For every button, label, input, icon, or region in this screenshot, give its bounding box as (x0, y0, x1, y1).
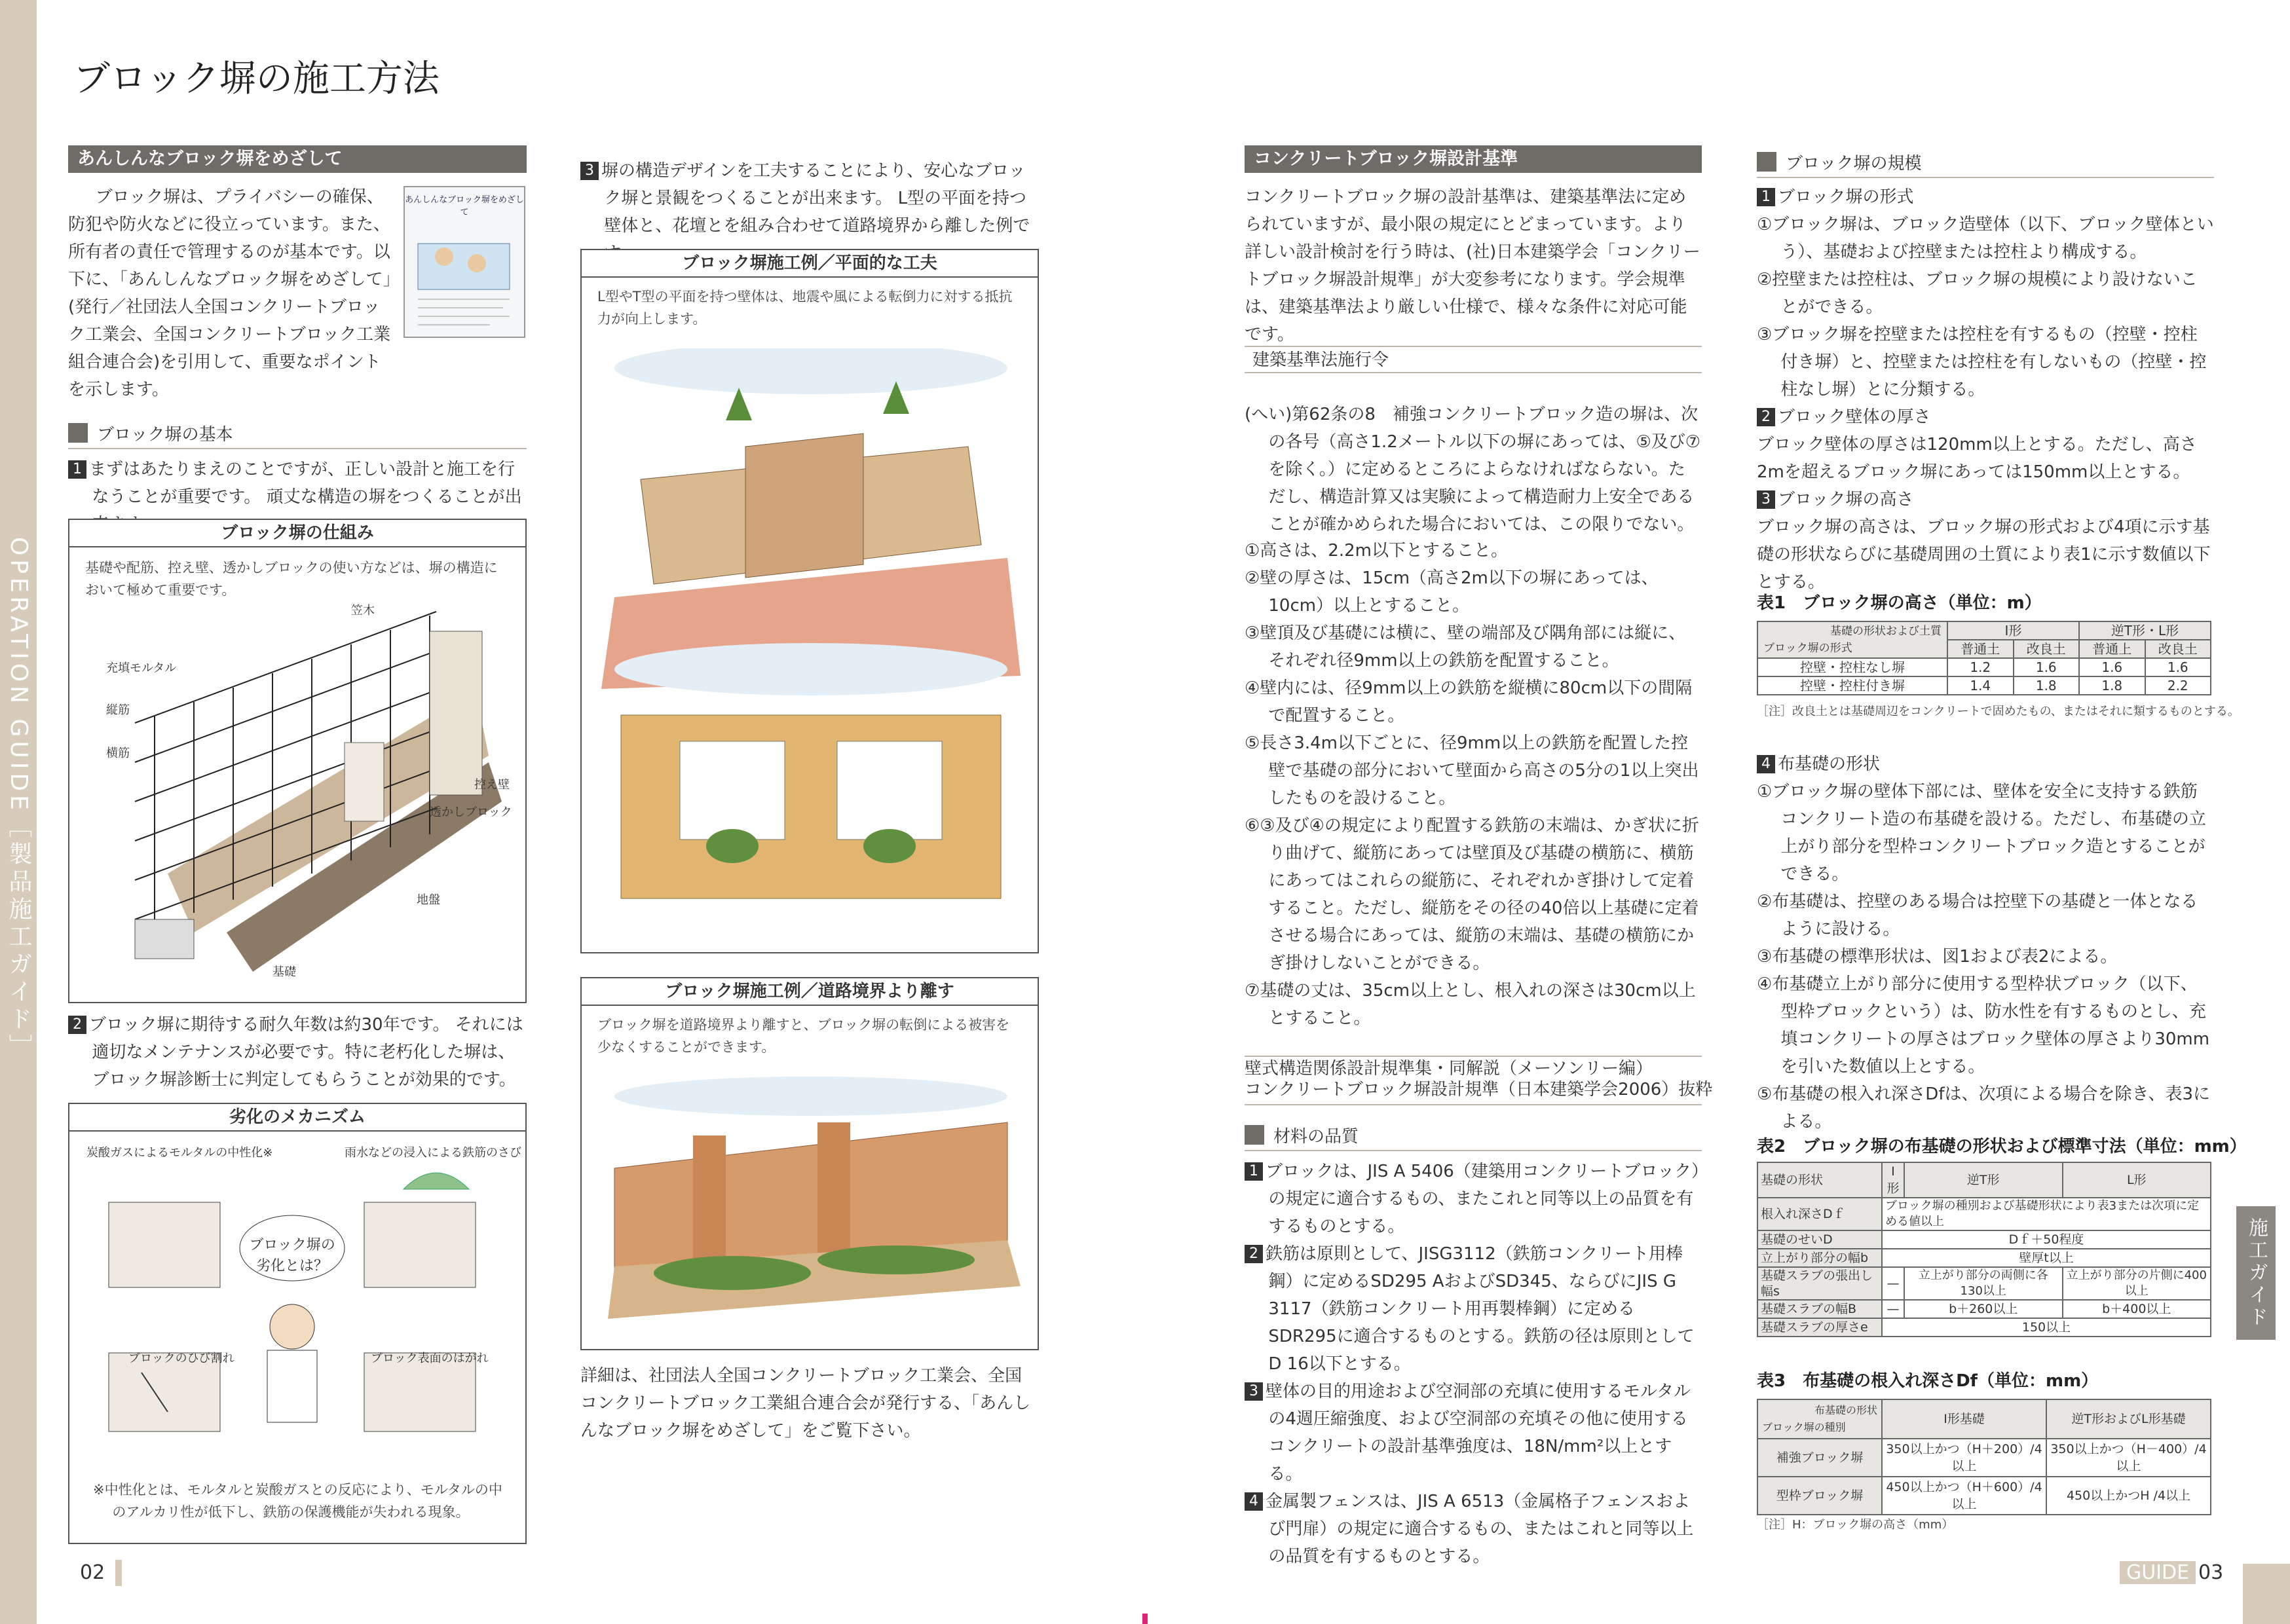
table2-row-label: 基礎スラブの幅B (1757, 1300, 1882, 1318)
label-kiso: 基礎 (272, 965, 296, 979)
example-plan-box (580, 249, 1039, 953)
table2-header: I形 (1882, 1162, 1904, 1198)
table1-subheader: 改良土 (2145, 640, 2211, 658)
material-item: 1 ブロックは、JIS A 5406（建築用コンクリートブロック）の規定に適合するもの、またこれと同等以上の品質を有するものとする。 (1245, 1158, 1702, 1240)
form-heading: 1 ブロック塀の形式 (1757, 183, 2214, 211)
law-item: ④壁内には、径9mm以上の鉄筋を縦横に80cm以下の間隔で配置すること。 (1245, 678, 1693, 726)
col2-item-3: 3 塀の構造デザインを工夫することにより、安心なブロック塀と景観をつくることが出来ます。 L型の平面を持つ壁体と、花壇とを組み合わせて道路境界から離した例で (580, 157, 1039, 267)
law-list (1245, 537, 1702, 1032)
fig-structure-box (68, 519, 527, 1003)
table3-corner: 布基礎の形状 ブロック塀の種別 (1757, 1399, 1882, 1439)
col3-intro: コンクリートブロック塀の設計基準は、建築基準法に定められていますが、最小限の規定にとどまっています。より詳しい設計検討を行う時は、(社)日本建築学会「コンクリートブロック塀設計規準」が大変参考になります。学会規準は、建築基準法より厳しい仕様で、様々な条件に対応可能です。 (1245, 187, 1700, 344)
table2-header: L形 (2063, 1162, 2211, 1198)
materials-list (1245, 1158, 1702, 1570)
form-item: ③ブロック塀を控壁または控柱を有するもの（控壁・控柱付き塀）と、控壁または控柱を有しないもの（控壁・控柱なし塀）とに分類する。 (1757, 325, 2207, 399)
table3-note: ［注］H：ブロック塀の高さ（mm） (1757, 1518, 1954, 1532)
material-item: 2 鉄筋は原則として、JISG3112（鉄筋コンクリート用棒鋼）に定めるSD295 AおよびSD345、ならびにJIS G 3117（鉄筋コンクリート用再製棒鋼）に定めるSDR295に適合するものとする。鉄筋の径は原則としてD 16以下とする。 (1245, 1240, 1702, 1378)
label-rust: 雨水などの浸入による鉄筋のさび (345, 1146, 521, 1160)
table2-row-label: 基礎のせいD (1757, 1230, 1882, 1249)
label-kasagi: 笠木 (351, 604, 375, 618)
table2-row-label: 基礎スラブの厚さe (1757, 1318, 1882, 1337)
table2-cell: — (1882, 1300, 1904, 1318)
law-item: ①高さは、2.2m以下とすること。 (1245, 541, 1508, 561)
sub-basics: ブロック塀の基本 (68, 422, 527, 449)
side-label: OPERATION GUIDE［製品施工ガイド］ (5, 537, 32, 1061)
table2 (1757, 1162, 2211, 1337)
table-row (1757, 1267, 2211, 1300)
table-row (1757, 676, 2211, 695)
sub-scale: ブロック塀の規模 (1757, 151, 2214, 178)
table1-note: ［注］改良土とは基礎周辺をコンクリートで固めたもの、またはそれに類するものとする。 (1757, 705, 2240, 718)
section-design-standard: コンクリートブロック塀設計基準 (1245, 145, 1702, 173)
table2-cell: ブロック塀の種別および基礎形状により表3または次項に定める値以上 (1882, 1198, 2211, 1230)
form-item: ①ブロック塀は、ブロック造壁体（以下、ブロック壁体という）、基礎および控壁または控柱より構成する。 (1757, 215, 2214, 262)
table3 (1757, 1399, 2211, 1515)
table1-cell: 1.8 (2014, 676, 2080, 695)
ref-line-1: 壁式構造関係設計規準集・同解説（メーソンリー編） (1245, 1059, 1653, 1079)
found-item: ④布基礎立上がり部分に使用する型枠状ブロック（以下、型枠ブロックという）は、防水性を有するものとし、充填コンクリートの厚さはブロック壁体の厚さより30mmを引いた数値以上とする。 (1757, 974, 2210, 1077)
table-row (1757, 1249, 2211, 1267)
table3-row-label: 型枠ブロック塀 (1757, 1477, 1882, 1515)
table2-title: 表2 ブロック塀の布基礎の形状および標準寸法（単位：mm） (1757, 1137, 2247, 1156)
table1-cell: 2.2 (2145, 676, 2211, 695)
deterioration-illustration (96, 1163, 502, 1438)
material-item: 4 金属製フェンスは、JIS A 6513（金属格子フェンスおよび門扉）の規定に適合するもの、またはこれと同等以上の品質を有するものとする。 (1245, 1488, 1702, 1570)
table2-cell: b＋260以上 (1904, 1300, 2063, 1318)
table1-cell: 1.2 (1947, 658, 2014, 676)
height-text: ブロック塀の高さは、ブロック塀の形式および4項に示す基礎の形状ならびに基礎周囲の土質により表1に示す数値以下とする。 (1757, 517, 2211, 592)
booklet-cover-image (404, 186, 525, 338)
example-setback-illustration (601, 1077, 1021, 1332)
table2-cell: 壁厚t以上 (1882, 1249, 2211, 1267)
table3-cell: 450以上かつH /4以上 (2046, 1477, 2211, 1515)
fig-deterioration-box (68, 1103, 527, 1544)
table1 (1757, 621, 2211, 695)
table2-header: 基礎の形状 (1757, 1162, 1882, 1198)
ref-rule-bottom (1245, 1104, 1702, 1105)
law-item: ③壁頂及び基礎には横に、壁の端部及び隅角部には縦に、それぞれ径9mm以上の鉄筋を配置すること。 (1245, 623, 1686, 671)
label-sukashi: 透かしブロック (430, 805, 512, 819)
table-row (1757, 1300, 2211, 1318)
table2-row-label: 立上がり部分の幅b (1757, 1249, 1882, 1267)
law-item: ②壁の厚さは、15cm（高さ2m以下の塀にあっては、10cm）以上とすること。 (1245, 568, 1659, 616)
height-heading: 3 ブロック塀の高さ (1757, 486, 2214, 513)
label-peeling: ブロック表面のはがれ (371, 1352, 489, 1365)
ref-citation (1245, 1058, 1713, 1100)
basics-item-1: 1 まずはあたりまえのことですが、正しい設計と施工を行なうことが重要です。 頑丈な構造の塀をつくることが出 (68, 456, 527, 538)
example-plan-caption: L型やT型の平面を持つ壁体は、地震や風による転倒力に対する抵抗力が向上します。 (597, 289, 1013, 327)
table1-subheader: 普通土 (1947, 640, 2014, 658)
law-item: ⑤長さ3.4m以下ごとに、径9mm以上の鉄筋を配置した控壁で基礎の部分において壁面から高さの5分の1以上突出したものを設けること。 (1245, 733, 1699, 808)
form-item: ②控壁または控柱は、ブロック塀の規模により設けないことができる。 (1757, 270, 2198, 317)
table3-header: I形基礎 (1882, 1399, 2046, 1439)
table1-cell: 1.8 (2079, 676, 2145, 695)
law-lead: (へい)第62条の8 補強コンクリートブロック造の塀は、次の各号（高さ1.2メートル以下の塀にあっては、⑤及び⑦を除く。）に定めるところによらなければならない。ただし、構造計算又は実験によって構造耐力上安全であることが確かめられた場合においては、この限りでない。 (1245, 405, 1701, 534)
label-carbonation: 炭酸ガスによるモルタルの中性化※ (86, 1146, 273, 1160)
found-heading: 4 布基礎の形状 (1757, 750, 2214, 778)
table1-subheader: 改良土 (2014, 640, 2080, 658)
col2-details: 詳細は、社団法人全国コンクリートブロック工業会、全国コンクリートブロック工業組合連合会が発行する、「あんしんなブロック塀をめざして」をご覧下さい。 (580, 1366, 1031, 1441)
example-setback-title: ブロック塀施工例／道路境界より離す (582, 978, 1038, 1006)
side-tab: 施工ガイド (2236, 1206, 2276, 1340)
label-mortar: 充填モルタル (106, 661, 177, 675)
wall-structure-illustration (96, 592, 515, 978)
table-row (1757, 1230, 2211, 1249)
material-item: 3 壁体の目的用途および空洞部の充填に使用するモルタルの4週圧縮強度、および空洞部の充填その他に使用するコンクリートの設計基準強度は、18N/mm²以上とする。 (1245, 1378, 1702, 1488)
table2-cell: — (1882, 1267, 1904, 1300)
table3-cell: 450以上かつ（H＋600）/4以上 (1882, 1477, 2046, 1515)
table3-header: 逆T形およびL形基礎 (2046, 1399, 2211, 1439)
table2-cell: 150以上 (1882, 1318, 2211, 1337)
col1-intro: ブロック塀は、プライバシーの確保、防犯や防火などに役立っています。また、所有者の責任で管理するのが基本です。以下に、「あんしんなブロック塀をめざして」(発行／社団法人全国コンクリートブロック工業会、全国コンクリートブロック工業組合連合会)を引用して、重要なポイントを示します。 (68, 187, 392, 399)
example-plan-title: ブロック塀施工例／平面的な工夫 (582, 250, 1038, 278)
example-setback-caption: ブロック塀を道路境界より離すと、ブロック塀の転倒による被害を少なくすることができます。 (597, 1017, 1010, 1055)
label-yokokin: 横筋 (106, 747, 130, 760)
table-row (1757, 1318, 2211, 1337)
section-anshin: あんしんなブロック塀をめざして (68, 145, 527, 173)
page-title: ブロック塀の施工方法 (73, 58, 440, 100)
thick-heading: 2 ブロック壁体の厚さ (1757, 403, 2214, 431)
example-setback-box (580, 977, 1039, 1350)
page-number-marker (115, 1560, 122, 1586)
col4-foundation-block (1757, 750, 2214, 1135)
right-page-number: 03 (2198, 1561, 2224, 1584)
square-bullet-icon (1245, 1125, 1264, 1145)
found-item: ⑤布基礎の根入れ深さDfは、次項による場合を除き、表3による。 (1757, 1084, 2210, 1132)
basics-item-2: 2 ブロック塀に期待する耐久年数は約30年です。 それには適切なメンテナンスが必要です。特に老朽化した塀は、ブロック塀診断士に判定してもらうことが効果的です。 (68, 1011, 527, 1094)
table3-row-label: 補強ブロック塀 (1757, 1439, 1882, 1477)
sub-materials: 材料の品質 (1245, 1124, 1702, 1151)
table-row (1757, 1439, 2211, 1477)
table1-group: 逆T形・L形 (2079, 621, 2211, 640)
ref-rule (1245, 1056, 1702, 1057)
table1-subheader: 普通上 (2079, 640, 2145, 658)
found-item: ①ブロック塀の壁体下部には、壁体を安全に支持する鉄筋コンクリート造の布基礎を設ける。ただし、布基礎の立上がり部分を型枠コンクリートブロック造とすることができる。 (1757, 782, 2206, 884)
table1-cell: 1.6 (2014, 658, 2080, 676)
table2-row-label: 根入れ深さDｆ (1757, 1198, 1882, 1230)
center-crop-mark (1142, 1614, 1148, 1624)
table2-cell: Dｆ＋50程度 (1882, 1230, 2211, 1249)
table1-cell: 1.6 (2145, 658, 2211, 676)
booklet-title: あんしんなブロック塀をめざして (405, 195, 524, 217)
ref-line-2: コンクリートブロック塀設計規準（日本建築学会2006）抜粋 (1245, 1080, 1713, 1099)
fig-deterioration-title: 劣化のメカニズム (69, 1104, 525, 1132)
right-margin-strip (2243, 1564, 2290, 1624)
table-row (1757, 1477, 2211, 1515)
fig-deterioration-note: ※中性化とは、モルタルと炭酸ガスとの反応により、モルタルの中のアルカリ性が低下し、鉄筋の保護機能が失われる現象。 (93, 1482, 502, 1520)
square-bullet-icon (1757, 152, 1776, 172)
table2-cell: 立上がり部分の両側に各130以上 (1904, 1267, 2063, 1300)
table-row (1757, 658, 2211, 676)
fig-structure-caption: 基礎や配筋、控え壁、透かしブロックの使い方などは、塀の構造において極めて重要です。 (85, 560, 498, 598)
table2-cell: b＋400以上 (2063, 1300, 2211, 1318)
found-item: ③布基礎の標準形状は、図1および表2による。 (1757, 947, 2118, 967)
booklet-illustration (405, 217, 524, 335)
table1-row-label: 控壁・控柱付き塀 (1757, 676, 1947, 695)
guide-badge: GUIDE (2120, 1561, 2196, 1584)
label-jiban: 地盤 (417, 893, 440, 907)
left-page-number: 02 (80, 1561, 105, 1584)
col4-spec-block (1757, 183, 2214, 596)
table1-cell: 1.4 (1947, 676, 2014, 695)
table-row (1757, 1198, 2211, 1230)
table1-title: 表1 ブロック塀の高さ（単位：m） (1757, 593, 2042, 613)
table2-header: 逆T形 (1904, 1162, 2063, 1198)
table3-cell: 350以上かつ（H＋200）/4以上 (1882, 1439, 2046, 1477)
law-item: ⑦基礎の丈は、35cm以上とし、根入れの深さは30cm以上とすること。 (1245, 981, 1696, 1028)
example-plan-illustration (601, 348, 1021, 925)
found-item: ②布基礎は、控壁のある場合は控壁下の基礎と一体となるように設ける。 (1757, 892, 2198, 939)
table1-group: I形 (1947, 621, 2079, 640)
table2-cell: 立上がり部分の片側に400以上 (2063, 1267, 2211, 1300)
square-bullet-icon (68, 423, 88, 443)
law-item: ⑥③及び④の規定により配置する鉄筋の末端は、かぎ状に折り曲げて、縦筋にあっては壁頂及び基礎の横筋に、横筋にあってはこれらの縦筋に、それぞれかぎ掛けして定着すること。ただし、縦筋をその径の40倍以上基礎に定着させる場合にあっては、縦筋の末端は、基礎の横筋にかぎ掛けしないことができる。 (1245, 816, 1699, 973)
label-tatekin: 縦筋 (106, 703, 130, 717)
label-bubble: ブロック塀の劣化とは？ (249, 1237, 335, 1274)
thick-text: ブロック壁体の厚さは120mm以上とする。ただし、高さ2mを超えるブロック塀にあっては150mm以上とする。 (1757, 435, 2197, 482)
fig-structure-title: ブロック塀の仕組み (69, 520, 525, 547)
table3-cell: 350以上かつ（H－400）/4以上 (2046, 1439, 2211, 1477)
label-hikae: 控え壁 (474, 778, 510, 792)
table1-cell: 1.6 (2079, 658, 2145, 676)
table3-title: 表3 布基礎の根入れ深さDf（単位：mm） (1757, 1371, 2099, 1391)
sub-law: 建築基準法施行令 (1245, 346, 1702, 373)
label-crack: ブロックのひび割れ (128, 1352, 235, 1365)
table1-corner: 基礎の形状および土質 ブロック塀の形式 (1757, 621, 1947, 658)
table1-row-label: 控壁・控柱なし塀 (1757, 658, 1947, 676)
table2-row-label: 基礎スラブの張出し幅s (1757, 1267, 1882, 1300)
